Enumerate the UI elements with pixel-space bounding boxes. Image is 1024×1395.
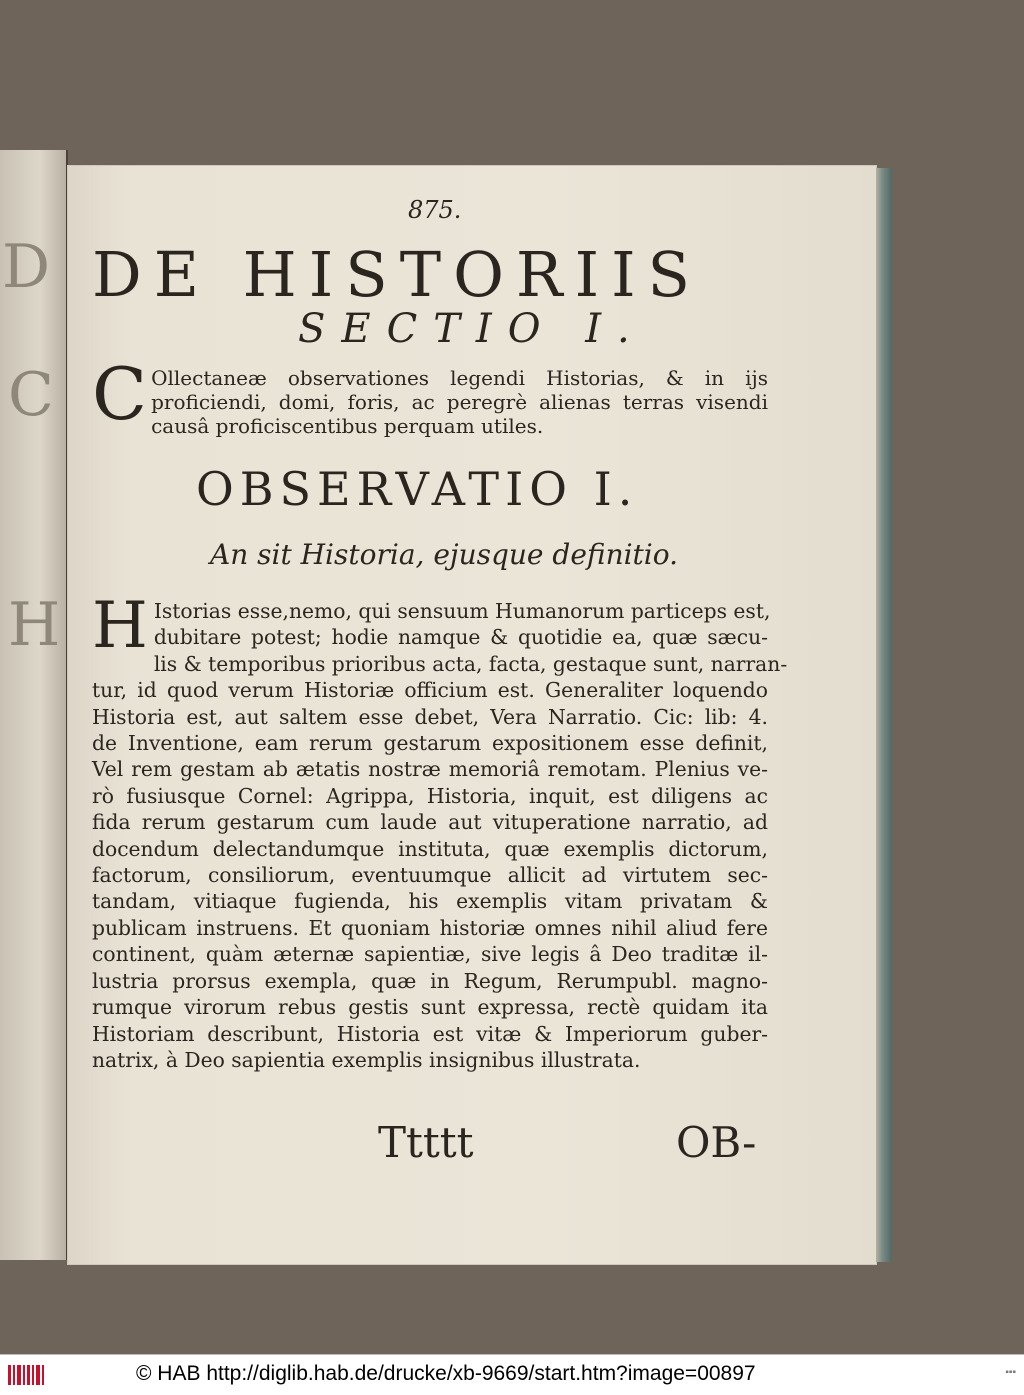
body-line: rumque virorum rebus gestis sunt expressa, rectè quidam ita <box>92 995 768 1020</box>
book-page <box>68 166 876 1264</box>
body-line: tur, id quod verum Historiæ officium est. Generaliter loquendo <box>92 678 768 703</box>
intro-drop-cap: C <box>92 352 148 436</box>
facing-page-show-through: H <box>8 590 61 660</box>
copyright-url[interactable]: © HAB http://diglib.hab.de/drucke/xb-9669/start.htm?image=00897 <box>136 1362 756 1385</box>
body-line: lustria prorsus exempla, quæ in Regum, Rerumpubl. magno- <box>92 968 768 993</box>
body-drop-cap: H <box>92 589 148 663</box>
page-content <box>68 166 876 1264</box>
intro-paragraph <box>92 352 768 438</box>
body-line: publicam instruens. Et quoniam historiæ omnes nihil aliud fere <box>92 915 768 940</box>
body-line: continent, quàm æternæ sapientiæ, sive legis â Deo traditæ il- <box>92 942 768 967</box>
body-line: Vel rem gestam ab ætatis nostræ memoriâ remotam. Plenius ve- <box>92 757 768 782</box>
observatio-subtitle: An sit Historia, ejusque definitio. <box>210 538 679 571</box>
body-line: docendum delectandumque instituta, quæ exemplis dictorum, <box>92 836 768 861</box>
body-line: rò fusiusque Cornel: Agrippa, Historia, inquit, est diligens ac <box>92 783 768 808</box>
library-logo-icon <box>6 1361 46 1389</box>
body-line: Historiam describunt, Historia est vitæ & Imperiorum guber- <box>92 1021 768 1046</box>
body-line: factorum, consiliorum, eventuumque allicit ad virtutem sec- <box>92 863 768 888</box>
facing-page-show-through: D <box>2 232 51 302</box>
footer-marker-icon: ▪▪▪ <box>1005 1367 1016 1378</box>
body-line: natrix, à Deo sapientia exemplis insignibus illustrata. <box>92 1047 641 1072</box>
observatio-heading: OBSERVATIO I. <box>196 462 639 516</box>
body-line: Historia est, aut saltem esse debet, Vera Narratio. Cic: lib: 4. <box>92 704 768 729</box>
section-heading: SECTIO I. <box>298 306 646 352</box>
page-number: 875. <box>408 196 462 224</box>
page-edge <box>876 168 892 1262</box>
body-line: dubitare potest; hodie namque & quotidie ea, quæ sæcu- <box>153 625 768 650</box>
footer-bar <box>0 1354 1024 1395</box>
signature-mark: Ttttt <box>378 1118 474 1167</box>
page-title: DE HISTORIIS <box>92 238 703 311</box>
body-line: Istorias esse,nemo, qui sensuum Humanorum particeps est, <box>153 599 771 623</box>
body-line: fida rerum gestarum cum laude aut vituperatione narratio, ad <box>92 810 768 835</box>
catchword: OB- <box>676 1118 757 1167</box>
facing-page-show-through: C <box>8 360 54 430</box>
facing-page-edge <box>0 150 68 1260</box>
body-line: tandam, vitiaque fugienda, his exemplis vitam privatam & <box>92 889 768 914</box>
body-line: lis & temporibus prioribus acta, facta, gestaque sunt, narran- <box>153 651 788 676</box>
body-line: de Inventione, eam rerum gestarum expositionem esse definit, <box>92 731 768 756</box>
intro-text: Ollectaneæ observationes legendi Historias, & in ijs proficiendi, domi, foris, ac peregrè alienas terras visendi causâ proficiscentibus perquam utiles. <box>151 366 768 438</box>
body-paragraph <box>92 589 788 1073</box>
